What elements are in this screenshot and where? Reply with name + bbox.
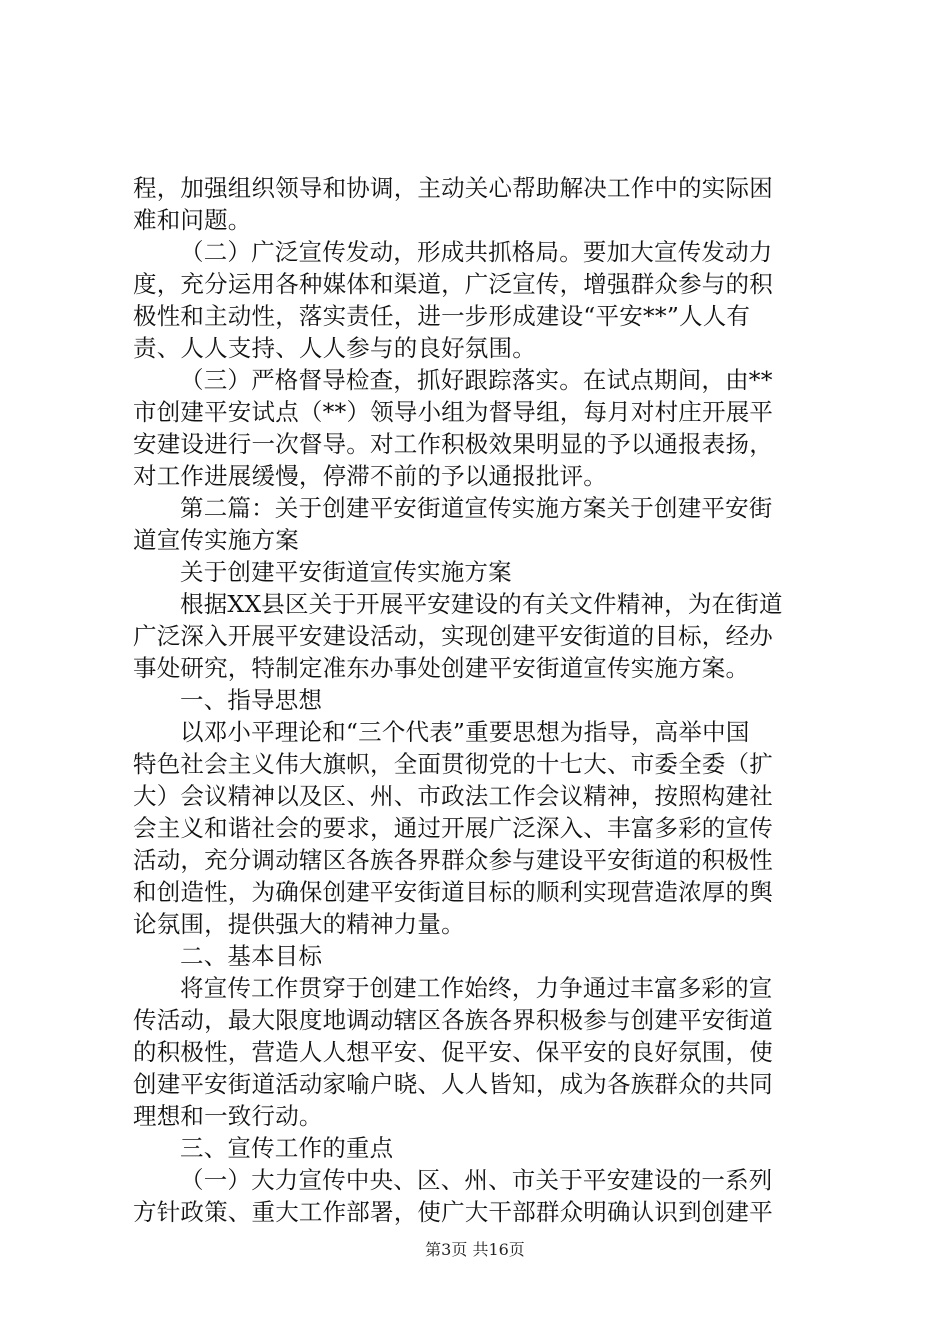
section-heading: 第二篇：关于创建平安街道宣传实施方案关于创建平安街 (180, 494, 773, 522)
text-line: （三）严格督导检查，抓好跟踪落实。在试点期间，由** (180, 366, 773, 394)
text-line: 责、人人支持、人人参与的良好氛围。 (133, 334, 536, 362)
text-line: 难和问题。 (133, 206, 252, 234)
subheading: 二、基本目标 (180, 942, 323, 970)
page-number: 第3页 共16页 (425, 1240, 525, 1259)
text-line: 创建平安街道活动家喻户晓、人人皆知，成为各族群众的共同 (133, 1070, 773, 1098)
text-line: 安建设进行一次督导。对工作积极效果明显的予以通报表扬， (133, 430, 773, 458)
text-line: 极性和主动性，落实责任，进一步形成建设“平安**”人人有 (133, 302, 751, 330)
text-line: （一）大力宣传中央、区、州、市关于平安建设的一系列 (180, 1166, 773, 1194)
text-line: 以邓小平理论和“三个代表”重要思想为指导，高举中国 (180, 718, 750, 746)
subheading: 三、宣传工作的重点 (180, 1134, 394, 1162)
text-line: 广泛深入开展平安建设活动，实现创建平安街道的目标，经办 (133, 622, 773, 650)
text-line: 方针政策、重大工作部署，使广大干部群众明确认识到创建平 (133, 1198, 773, 1226)
text-line: 会主义和谐社会的要求，通过开展广泛深入、丰富多彩的宣传 (133, 814, 773, 842)
text-line: 程，加强组织领导和协调，主动关心帮助解决工作中的实际困 (133, 174, 773, 202)
text-line: 市创建平安试点（**）领导小组为督导组，每月对村庄开展平 (133, 398, 774, 426)
text-line: 活动，充分调动辖区各族各界群众参与建设平安街道的积极性 (133, 846, 773, 874)
text-line: 传活动，最大限度地调动辖区各族各界积极参与创建平安街道 (133, 1006, 773, 1034)
text-line: 理想和一致行动。 (133, 1102, 323, 1130)
text-line: 度，充分运用各种媒体和渠道，广泛宣传，增强群众参与的积 (133, 270, 773, 298)
text-line: 的积极性，营造人人想平安、促平安、保平安的良好氛围，使 (133, 1038, 773, 1066)
text-line: （二）广泛宣传发动，形成共抓格局。要加大宣传发动力 (180, 238, 773, 266)
text-line: 论氛围，提供强大的精神力量。 (133, 910, 465, 938)
text-line: 和创造性，为确保创建平安街道目标的顺利实现营造浓厚的舆 (133, 878, 773, 906)
text-line: 根据XX县区关于开展平安建设的有关文件精神，为在街道 (180, 590, 783, 618)
subheading: 一、指导思想 (180, 686, 323, 714)
text-line: 大）会议精神以及区、州、市政法工作会议精神，按照构建社 (133, 782, 773, 810)
text-line: 对工作进展缓慢，停滞不前的予以通报批评。 (133, 462, 607, 490)
document-body (133, 172, 823, 1228)
section-heading: 道宣传实施方案 (133, 526, 299, 554)
text-line: 特色社会主义伟大旗帜，全面贯彻党的十七大、市委全委（扩 (133, 750, 773, 778)
document-title: 关于创建平安街道宣传实施方案 (180, 558, 512, 586)
text-line: 事处研究，特制定准东办事处创建平安街道宣传实施方案。 (133, 654, 750, 682)
text-line: 将宣传工作贯穿于创建工作始终，力争通过丰富多彩的宣 (180, 974, 773, 1002)
